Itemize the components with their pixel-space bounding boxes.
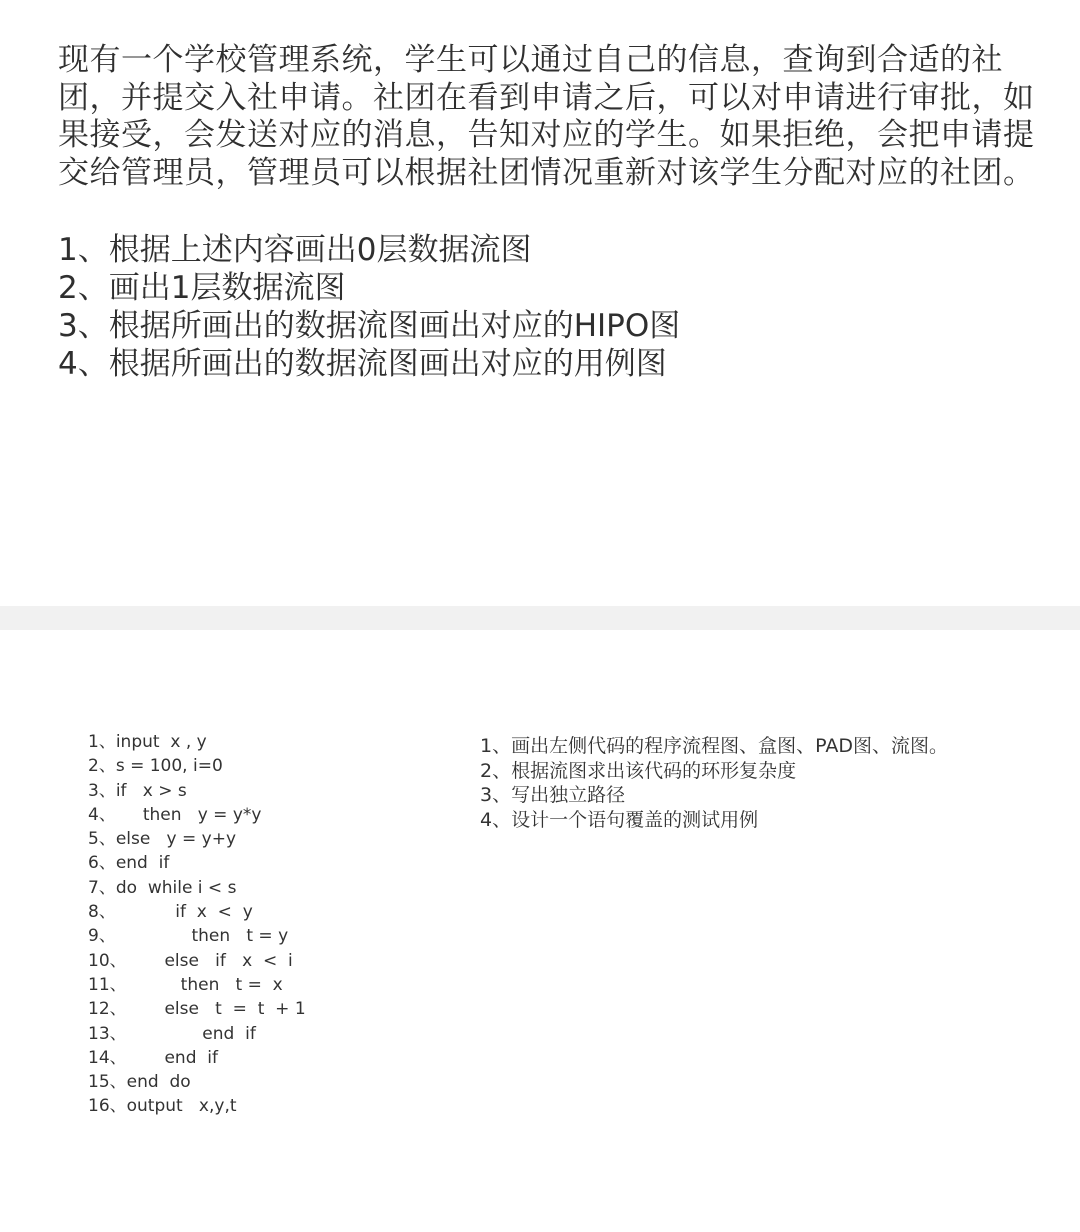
- code-line: 16、output x,y,t: [88, 1096, 237, 1117]
- code-line: 1、input x , y: [88, 732, 207, 752]
- question-list: [480, 734, 948, 832]
- question-item: 1、画出左侧代码的程序流程图、盒图、PAD图、流图。: [480, 735, 948, 757]
- code-line: 5、else y = y+y: [88, 829, 237, 850]
- slide-code-exercise: [0, 630, 1080, 1232]
- code-line: 10、 else if x < i: [88, 950, 293, 971]
- task-item: 2、画出1层数据流图: [58, 270, 346, 306]
- code-line: 8、 if x < y: [88, 902, 253, 923]
- code-line: 2、s = 100, i=0: [88, 756, 223, 777]
- slide-separator: [0, 606, 1080, 630]
- code-line: 6、end if: [88, 853, 170, 874]
- task-list: [58, 231, 680, 383]
- code-line: 7、do while i < s: [88, 877, 237, 898]
- code-listing: [88, 730, 306, 1119]
- code-line: 4、 then y = y*y: [88, 804, 262, 825]
- code-line: 11、 then t = x: [88, 974, 283, 995]
- code-line: 13、 end if: [88, 1023, 256, 1044]
- code-line: 14、 end if: [88, 1047, 218, 1068]
- slide-requirements: [0, 0, 1080, 606]
- task-item: 1、根据上述内容画出0层数据流图: [58, 232, 532, 268]
- task-item: 3、根据所画出的数据流图画出对应的HIPO图: [58, 308, 681, 344]
- question-item: 4、设计一个语句覆盖的测试用例: [480, 808, 759, 831]
- code-line: 9、 then t = y: [88, 926, 289, 947]
- code-line: 12、 else t = t + 1: [88, 999, 306, 1020]
- task-item: 4、根据所画出的数据流图画出对应的用例图: [58, 346, 667, 382]
- code-line: 15、end do: [88, 1072, 191, 1093]
- question-item: 2、根据流图求出该代码的环形复杂度: [480, 759, 797, 782]
- question-item: 3、写出独立路径: [480, 784, 626, 806]
- code-line: 3、if x > s: [88, 780, 187, 801]
- problem-description: 现有一个学校管理系统，学生可以通过自己的信息，查询到合适的社团，并提交入社申请。社团在看到申请之后，可以对申请进行审批，如果接受，会发送对应的消息，告知对应的学生。如果拒绝，会把申请提交给管理员，管理员可以根据社团情况重新对该学生分配对应的社团。: [58, 42, 1035, 191]
